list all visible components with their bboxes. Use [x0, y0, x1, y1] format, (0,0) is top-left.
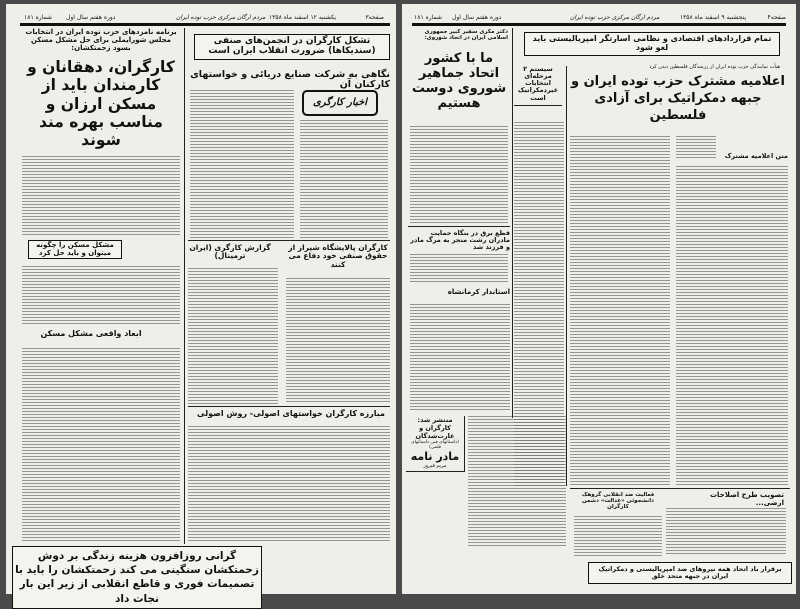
power-cut-headline: قطع برق در بنگاه حمایت مادران رشت منجر به مرگ مادر و فرزند شد [410, 229, 510, 252]
header-rule [412, 23, 786, 26]
article-body-text [666, 508, 786, 556]
article-body-text [188, 426, 390, 542]
elections-headline: کارگران، دهقانان و کارمندان باید از مسکن ارزان و مناسب بهره مند شوند [27, 58, 175, 150]
land-reform-headline: تصویب طرح اصلاحات ارضی... [709, 491, 784, 507]
delegation-kicker: هیأت نمایندگی حزب توده ایران از رزمندگان فلسطین دیدن کرد [649, 64, 780, 70]
article-body-text [570, 136, 670, 486]
article-body-text [22, 156, 180, 236]
article-body-text [300, 120, 388, 238]
masthead: مردم ارگان مرکزی حزب توده ایران [176, 14, 266, 21]
article-body-text [188, 268, 278, 404]
article-body-text [410, 254, 508, 284]
article-body-text [22, 266, 180, 326]
book-author: مریم فیروز [423, 463, 447, 469]
issue-number: شماره ۱۸۱ [24, 14, 52, 21]
kermanshah-headline: استاندار کرمانشاه [447, 288, 510, 296]
article-body-text [676, 136, 716, 158]
shipping-headline: نگاهی به شرکت صنایع دریائی و خواستهای کارکنان آن [190, 69, 390, 91]
struggle-headline: مبارزه کارگران خواستهای اصولی- روش اصولی [197, 409, 385, 418]
section-divider [188, 240, 390, 241]
column-divider [184, 28, 185, 544]
article-body-text [190, 90, 294, 238]
article-body-text [574, 516, 662, 556]
contracts-banner: تمام قراردادهای اقتصادی و نظامی اسارتگر امپریالیستی باید لغو شود [524, 32, 780, 56]
section-divider [408, 226, 510, 227]
two-stage-system-headline: سیستم ۲ مرحله‌ای انتخابات غیردمکراتیک است [514, 66, 562, 106]
page-number: صفحه۳ [365, 14, 384, 21]
column-divider [512, 28, 513, 418]
housing-dimensions-headline: ابعاد واقعی مشکل مسکن [40, 329, 142, 338]
book-announcement [406, 416, 465, 472]
article-body-text [514, 122, 564, 486]
masthead: مردم ارگان مرکزی حزب توده ایران [570, 14, 660, 21]
header-rule [20, 23, 390, 26]
section-divider [570, 488, 790, 489]
ussr-headline: ما با کشور اتحاد جماهیر شوروی دوست هستیم [411, 51, 507, 111]
issue-number: شماره ۱۸۱ [414, 14, 442, 21]
published-kicker: منتشر شد: کارگران و غارت‌شدگان [415, 416, 455, 440]
page-number: صفحه۴ [767, 14, 786, 21]
shiraz-refinery-headline: کارگران پالایشگاه شیراز از حقوق صنفی خود دفاع می کنند [288, 243, 388, 269]
article-body-text [410, 304, 510, 410]
labor-news-logo: اخبار کارگری [302, 90, 378, 116]
joint-statement-headline: اعلامیه مشترک حزب توده ایران و جبهه دمکراتیک برای آزادی فلسطین [570, 74, 785, 123]
issue-date: پنجشنبه ۹ اسفند ماه ۱۳۵۸ [679, 14, 746, 21]
ambassador-kicker: دکتر مکری سفیر کبیر جمهوری اسلامی ایران در اتحاد شوروی: [424, 29, 508, 41]
volume-label: دوره هفتم سال اول [452, 14, 502, 21]
article-body-text [410, 126, 508, 224]
joint-text-label: متن اعلامیه مشترک [724, 152, 788, 160]
mother-letter-title: مادر نامه [410, 450, 460, 463]
terminal-report-headline: گزارش کارگری (ایران ترمینال) [189, 243, 271, 261]
published-subtitle: (داستانهای فنی داستانهای قلمی) [411, 440, 459, 450]
section-divider [188, 406, 390, 407]
elections-kicker: برنامه نامزدهای حزب توده ایران در انتخابات مجلس شورایملی برای حل مشکل مسکن بسود زحمتکشان: [25, 28, 177, 52]
right-newspaper-page [402, 4, 796, 594]
article-body-text [286, 278, 390, 404]
adalat-headline: فعالیت ضد انقلابی گروهک دانشجوئی «عدالت» دشمن کارگران [581, 492, 655, 511]
left-newspaper-page [6, 4, 396, 605]
article-body-text [676, 166, 788, 486]
syndicates-headline: تشکل کارگران در انجمن‌های صنفی (سندیکاها) ضرورت انقلاب ایران است [194, 34, 390, 60]
issue-date: یکشنبه ۱۲ اسفند ماه ۱۳۵۸ [268, 14, 336, 21]
united-front-banner: برقرار باد اتحاد همه نیروهای ضد امپریالیستی و دمکراتیک ایران در جبهه متحد خلق [588, 562, 792, 584]
cost-of-living-banner: گرانی روزافزون هزینه زندگی بر دوش زحمتکشان سنگینی می کند زحمتکشان را باید با تصمیمات فوری و قاطع انقلابی از زیر این بار نجات داد [12, 546, 262, 609]
volume-label: دوره هفتم سال اول [66, 14, 116, 21]
housing-question-headline: مشکل مسکن را چگونه میتوان و باید حل کرد [28, 240, 122, 259]
column-divider [566, 66, 567, 486]
article-body-text [22, 348, 180, 542]
